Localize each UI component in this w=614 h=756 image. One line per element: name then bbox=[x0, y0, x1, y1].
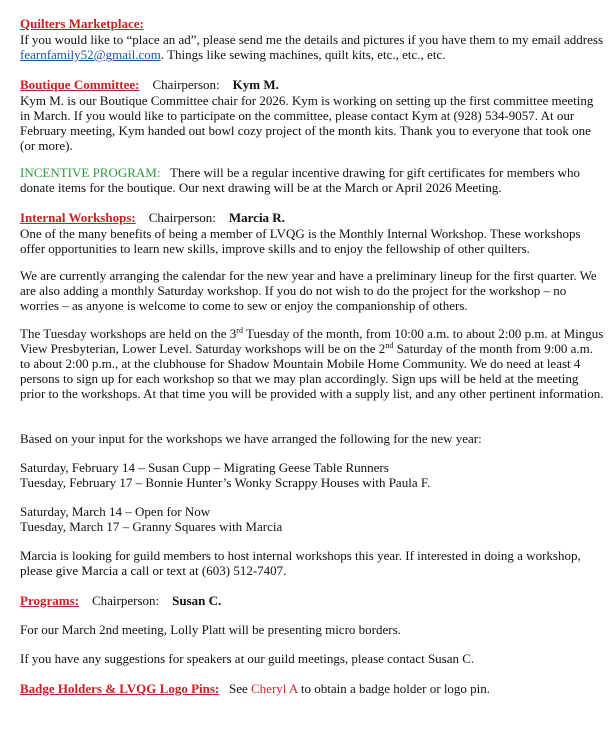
schedule-item: Saturday, March 14 – Open for Now bbox=[20, 504, 211, 519]
marketplace-heading: Quilters Marketplace: bbox=[20, 16, 144, 31]
incentive-label: INCENTIVE PROGRAM: bbox=[20, 165, 161, 180]
marketplace-text-1: If you would like to “place an ad”, please send me the details and pictures if you have them to my email address bbox=[20, 32, 604, 47]
workshops-para-1: One of the many benefits of being a member of LVQG is the Monthly Internal Workshop. These workshops offer opportunities to learn new skills, improve skills and to enjoy the fellowship of other quilters. bbox=[20, 226, 581, 256]
programs-chair-label: Chairperson: bbox=[91, 593, 160, 608]
schedule-march bbox=[20, 504, 605, 534]
marketplace-text bbox=[20, 32, 605, 62]
schedule-item: Saturday, February 14 – Susan Cupp – Migrating Geese Table Runners bbox=[20, 460, 389, 475]
marketplace-text-2: . Things like sewing machines, quilt kits, etc., etc., etc. bbox=[160, 47, 446, 62]
schedule-item: Tuesday, March 17 – Granny Squares with Marcia bbox=[20, 519, 283, 534]
badges-contact: Cheryl A bbox=[251, 681, 298, 696]
schedule-february bbox=[20, 460, 605, 490]
ordinal-nd: nd bbox=[385, 341, 394, 350]
workshops-heading-line bbox=[20, 210, 605, 225]
marketplace-heading-block bbox=[20, 16, 605, 31]
boutique-body: Kym M. is our Boutique Committee chair for 2026. Kym is working on setting up the first committee meeting in March. If you would like to participate on the committee, please contact Kym at (928) 534-9057. At our February meeting, Kym handed out bowl cozy project of the month kits. Thank you to everyone that took one (or more). bbox=[20, 93, 594, 153]
ordinal-rd: rd bbox=[236, 326, 243, 335]
badges-heading: Badge Holders & LVQG Logo Pins: bbox=[20, 681, 220, 696]
programs-para-1: For our March 2nd meeting, Lolly Platt will be presenting micro borders. bbox=[20, 622, 401, 637]
workshops-chair-label: Chairperson: bbox=[148, 210, 216, 225]
boutique-chair-label: Chairperson: bbox=[152, 77, 220, 92]
boutique-heading-line bbox=[20, 77, 605, 92]
workshops-chair-name: Marcia R. bbox=[228, 210, 285, 225]
programs-para-2: If you have any suggestions for speakers at our guild meetings, please contact Susan C. bbox=[20, 651, 475, 666]
incentive-paragraph bbox=[20, 165, 605, 195]
workshops-para-3-c: Saturday of the month from 9:00 a.m. to about 2:00 p.m., at the clubhouse for Shadow Mountain Mobile Home Community. We do need at least 4 persons to sign up for each workshop so that we may plan accordingly. Sign ups will be held at the meeting prior to the workshops. At that time you will be provided with a supply list, and any other pertinent information. bbox=[20, 341, 604, 401]
marketplace-email-link[interactable]: fearnfamily52@gmail.com bbox=[20, 47, 161, 62]
badges-paragraph bbox=[20, 681, 605, 696]
badges-text-2: to obtain a badge holder or logo pin. bbox=[300, 681, 491, 696]
workshops-heading: Internal Workshops: bbox=[20, 210, 136, 225]
boutique-heading: Boutique Committee: bbox=[20, 77, 140, 92]
workshops-para-4: Based on your input for the workshops we have arranged the following for the new year: bbox=[20, 431, 482, 446]
incentive-text: There will be a regular incentive drawing for gift certificates for members who donate items for the boutique. Our next drawing will be at the March or April 2026 Meeting. bbox=[20, 165, 581, 195]
workshops-para-3-a: The Tuesday workshops are held on the 3 bbox=[20, 326, 237, 341]
schedule-item: Tuesday, February 17 – Bonnie Hunter’s Wonky Scrappy Houses with Paula F. bbox=[20, 475, 431, 490]
workshops-para-2: We are currently arranging the calendar for the new year and have a preliminary lineup for the first quarter. We are also adding a monthly Saturday workshop. If you do not wish to do the project for the workshop – no worries – as anyone is welcome to come to sew or enjoy the companionship of others. bbox=[20, 268, 597, 313]
programs-chair-name: Susan C. bbox=[172, 593, 222, 608]
programs-heading: Programs: bbox=[20, 593, 79, 608]
programs-heading-line bbox=[20, 593, 605, 608]
boutique-chair-name: Kym M. bbox=[232, 77, 279, 92]
workshops-para-3 bbox=[20, 326, 605, 401]
workshops-para-3-b: Tuesday of the month, from 10:00 a.m. to about 2:00 p.m. at Mingus View Presbyterian, Lower Level. Saturday workshops will be on the 2 bbox=[20, 326, 604, 356]
badges-text-1: See bbox=[228, 681, 248, 696]
workshops-para-5: Marcia is looking for guild members to host internal workshops this year. If interested in doing a workshop, please give Marcia a call or text at (603) 512-7407. bbox=[20, 548, 581, 578]
